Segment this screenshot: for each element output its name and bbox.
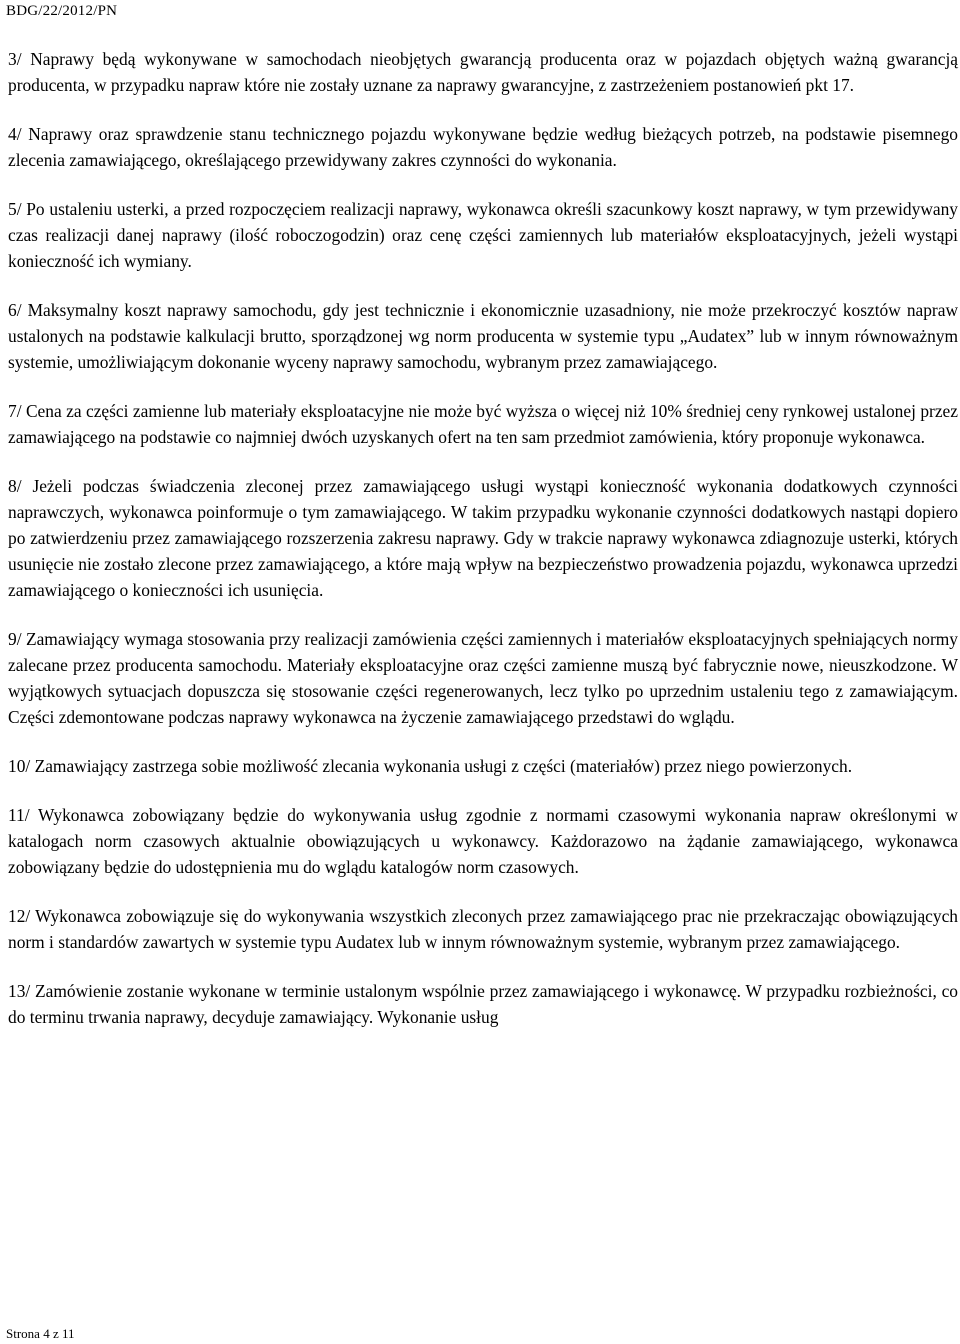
paragraph-6: 6/ Maksymalny koszt naprawy samochodu, gdy jest technicznie i ekonomicznie uzasadniony, nie może przekroczyć kosztów napraw ustalonych na podstawie kalkulacji brutto, sporządzonej wg norm producenta w systemie typu „Audatex” lub w innym równoważnym systemie, umożliwiającym dokonanie wyceny naprawy samochodu, wybranym przez zamawiającego. [8, 300, 958, 372]
paragraph-7: 7/ Cena za części zamienne lub materiały eksploatacyjne nie może być wyższa o więcej niż 10% średniej ceny rynkowej ustalonej przez zamawiającego na podstawie co najmniej dwóch uzyskanych ofert na ten sam przedmiot zamówienia, który proponuje wykonawca. [8, 401, 958, 447]
paragraph-3: 3/ Naprawy będą wykonywane w samochodach nieobjętych gwarancją producenta oraz w pojazdach objętych ważną gwarancją producenta, w przypadku napraw które nie zostały uznane za naprawy gwarancyjne, z zastrzeżeniem postanowień pkt 17. [8, 49, 958, 95]
paragraph-11: 11/ Wykonawca zobowiązany będzie do wykonywania usług zgodnie z normami czasowymi wykonania napraw określonymi w katalogach norm czasowych aktualnie obowiązujących u wykonawcy. Każdorazowo na żądanie zamawiającego, wykonawca zobowiązany będzie do udostępnienia mu do wglądu katalogów norm czasowych. [8, 805, 958, 877]
paragraph-8: 8/ Jeżeli podczas świadczenia zleconej przez zamawiającego usługi wystąpi konieczność wykonania dodatkowych czynności naprawczych, wykonawca poinformuje o tym zamawiającego. W takim przypadku wykonanie czynności dodatkowych nastąpi dopiero po zatwierdzeniu przez zamawiającego rozszerzenia zakresu naprawy. Gdy w trakcie naprawy wykonawca zdiagnozuje usterki, których usunięcie nie zostało zlecone przez zamawiającego, a które mają wpływ na bezpieczeństwo prowadzenia pojazdu, wykonawca uprzedzi zamawiającego o konieczności ich usunięcia. [8, 476, 958, 600]
document-body [8, 46, 958, 1030]
paragraph-9: 9/ Zamawiający wymaga stosowania przy realizacji zamówienia części zamiennych i materiałów eksploatacyjnych spełniających normy zalecane przez producenta samochodu. Materiały eksploatacyjne oraz części zamienne muszą być fabrycznie nowe, nieuszkodzone. W wyjątkowych sytuacjach dopuszcza się stosowanie części regenerowanych, lecz tylko po uprzednim ustaleniu tego z zamawiającym. Części zdemontowane podczas naprawy wykonawca na życzenie zamawiającego przedstawi do wglądu. [8, 629, 958, 727]
paragraph-10: 10/ Zamawiający zastrzega sobie możliwość zlecania wykonania usługi z części (materiałów) przez niego powierzonych. [8, 756, 853, 776]
paragraph-5: 5/ Po ustaleniu usterki, a przed rozpoczęciem realizacji naprawy, wykonawca określi szacunkowy koszt naprawy, w tym przewidywany czas realizacji danej naprawy (ilość roboczogodzin) oraz cenę części zamiennych lub materiałów eksploatacyjnych, jeżeli wystąpi konieczność ich wymiany. [8, 199, 958, 271]
page-number: Strona 4 z 11 [6, 1326, 78, 1342]
paragraph-4: 4/ Naprawy oraz sprawdzenie stanu technicznego pojazdu wykonywane będzie według bieżących potrzeb, na podstawie pisemnego zlecenia zamawiającego, określającego przewidywany zakres czynności do wykonania. [8, 124, 958, 170]
paragraph-12: 12/ Wykonawca zobowiązuje się do wykonywania wszystkich zleconych przez zamawiającego prac nie przekraczając obowiązujących norm i standardów zawartych w systemie typu Audatex lub w innym równoważnym systemie, wybranym przez zamawiającego. [8, 906, 958, 952]
document-id: BDG/22/2012/PN [6, 3, 118, 19]
paragraph-13: 13/ Zamówienie zostanie wykonane w terminie ustalonym wspólnie przez zamawiającego i wykonawcę. W przypadku rozbieżności, co do terminu trwania naprawy, decyduje zamawiający. Wykonanie usług [8, 981, 958, 1027]
